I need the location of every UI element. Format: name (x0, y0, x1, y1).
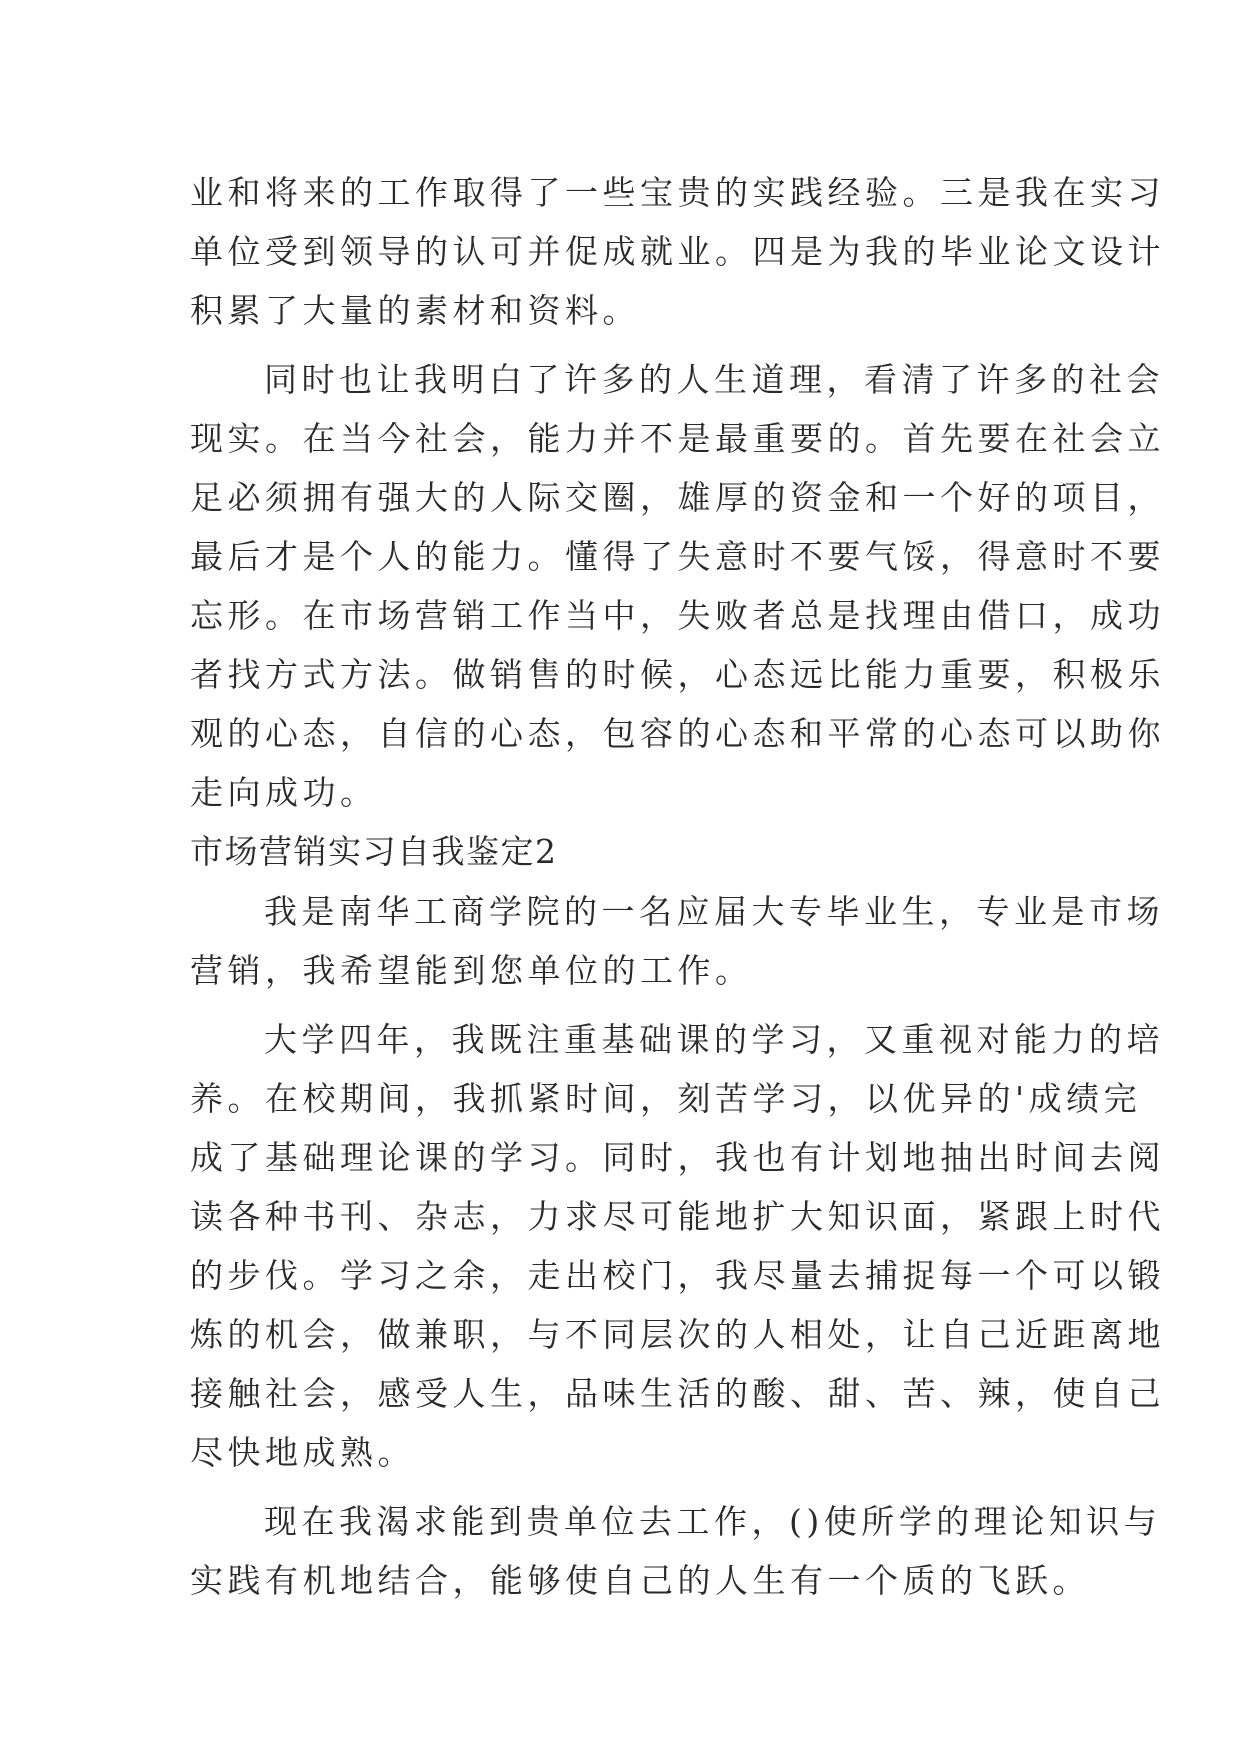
text-line: 的步伐。学习之余，走出校门，我尽量去捕捉每一个可以锻 (190, 1256, 1165, 1295)
text-line: 成了基础理论课的学习。同时，我也有计划地抽出时间去阅 (190, 1138, 1165, 1177)
text-line: 实践有机地结合，能够使自己的人生有一个质的飞跃。 (190, 1561, 1090, 1600)
text-line: 最后才是个人的能力。懂得了失意时不要气馁，得意时不要 (190, 537, 1165, 576)
text-line: 忘形。在市场营销工作当中，失败者总是找理由借口，成功 (190, 596, 1165, 635)
text-line: 尽快地成熟。 (190, 1433, 415, 1472)
text-line: 单位受到领导的认可并促成就业。四是为我的毕业论文设计 (190, 232, 1165, 271)
paragraph-first-line: 大学四年，我既注重基础课的学习，又重视对能力的培 (264, 1020, 1164, 1059)
text-line: 者找方式方法。做销售的时候，心态远比能力重要，积极乐 (190, 655, 1165, 694)
text-line: 养。在校期间，我抓紧时间，刻苦学习，以优异的'成绩完 (190, 1079, 1142, 1118)
paragraph-first-line: 现在我渴求能到贵单位去工作，()使所学的理论知识与 (264, 1502, 1162, 1541)
paragraph-first-line: 同时也让我明白了许多的人生道理，看清了许多的社会 (264, 360, 1164, 399)
text-line: 营销，我希望能到您单位的工作。 (190, 951, 753, 990)
text-line: 接触社会，感受人生，品味生活的酸、甜、苦、辣，使自己 (190, 1374, 1165, 1413)
text-line: 足必须拥有强大的人际交圈，雄厚的资金和一个好的项目， (190, 478, 1165, 517)
text-line: 业和将来的工作取得了一些宝贵的实践经验。三是我在实习 (190, 173, 1165, 212)
text-line: 积累了大量的素材和资料。 (190, 291, 640, 330)
text-line: 现实。在当今社会，能力并不是最重要的。首先要在社会立 (190, 419, 1165, 458)
text-line: 走向成功。 (190, 773, 378, 812)
text-line: 观的心态，自信的心态，包容的心态和平常的心态可以助你 (190, 714, 1165, 753)
section-heading: 市场营销实习自我鉴定2 (190, 832, 558, 871)
paragraph-first-line: 我是南华工商学院的一名应届大专毕业生，专业是市场 (264, 892, 1164, 931)
text-line: 读各种书刊、杂志，力求尽可能地扩大知识面，紧跟上时代 (190, 1197, 1165, 1236)
text-line: 炼的机会，做兼职，与不同层次的人相处，让自己近距离地 (190, 1315, 1165, 1354)
document-body (190, 163, 1165, 1610)
